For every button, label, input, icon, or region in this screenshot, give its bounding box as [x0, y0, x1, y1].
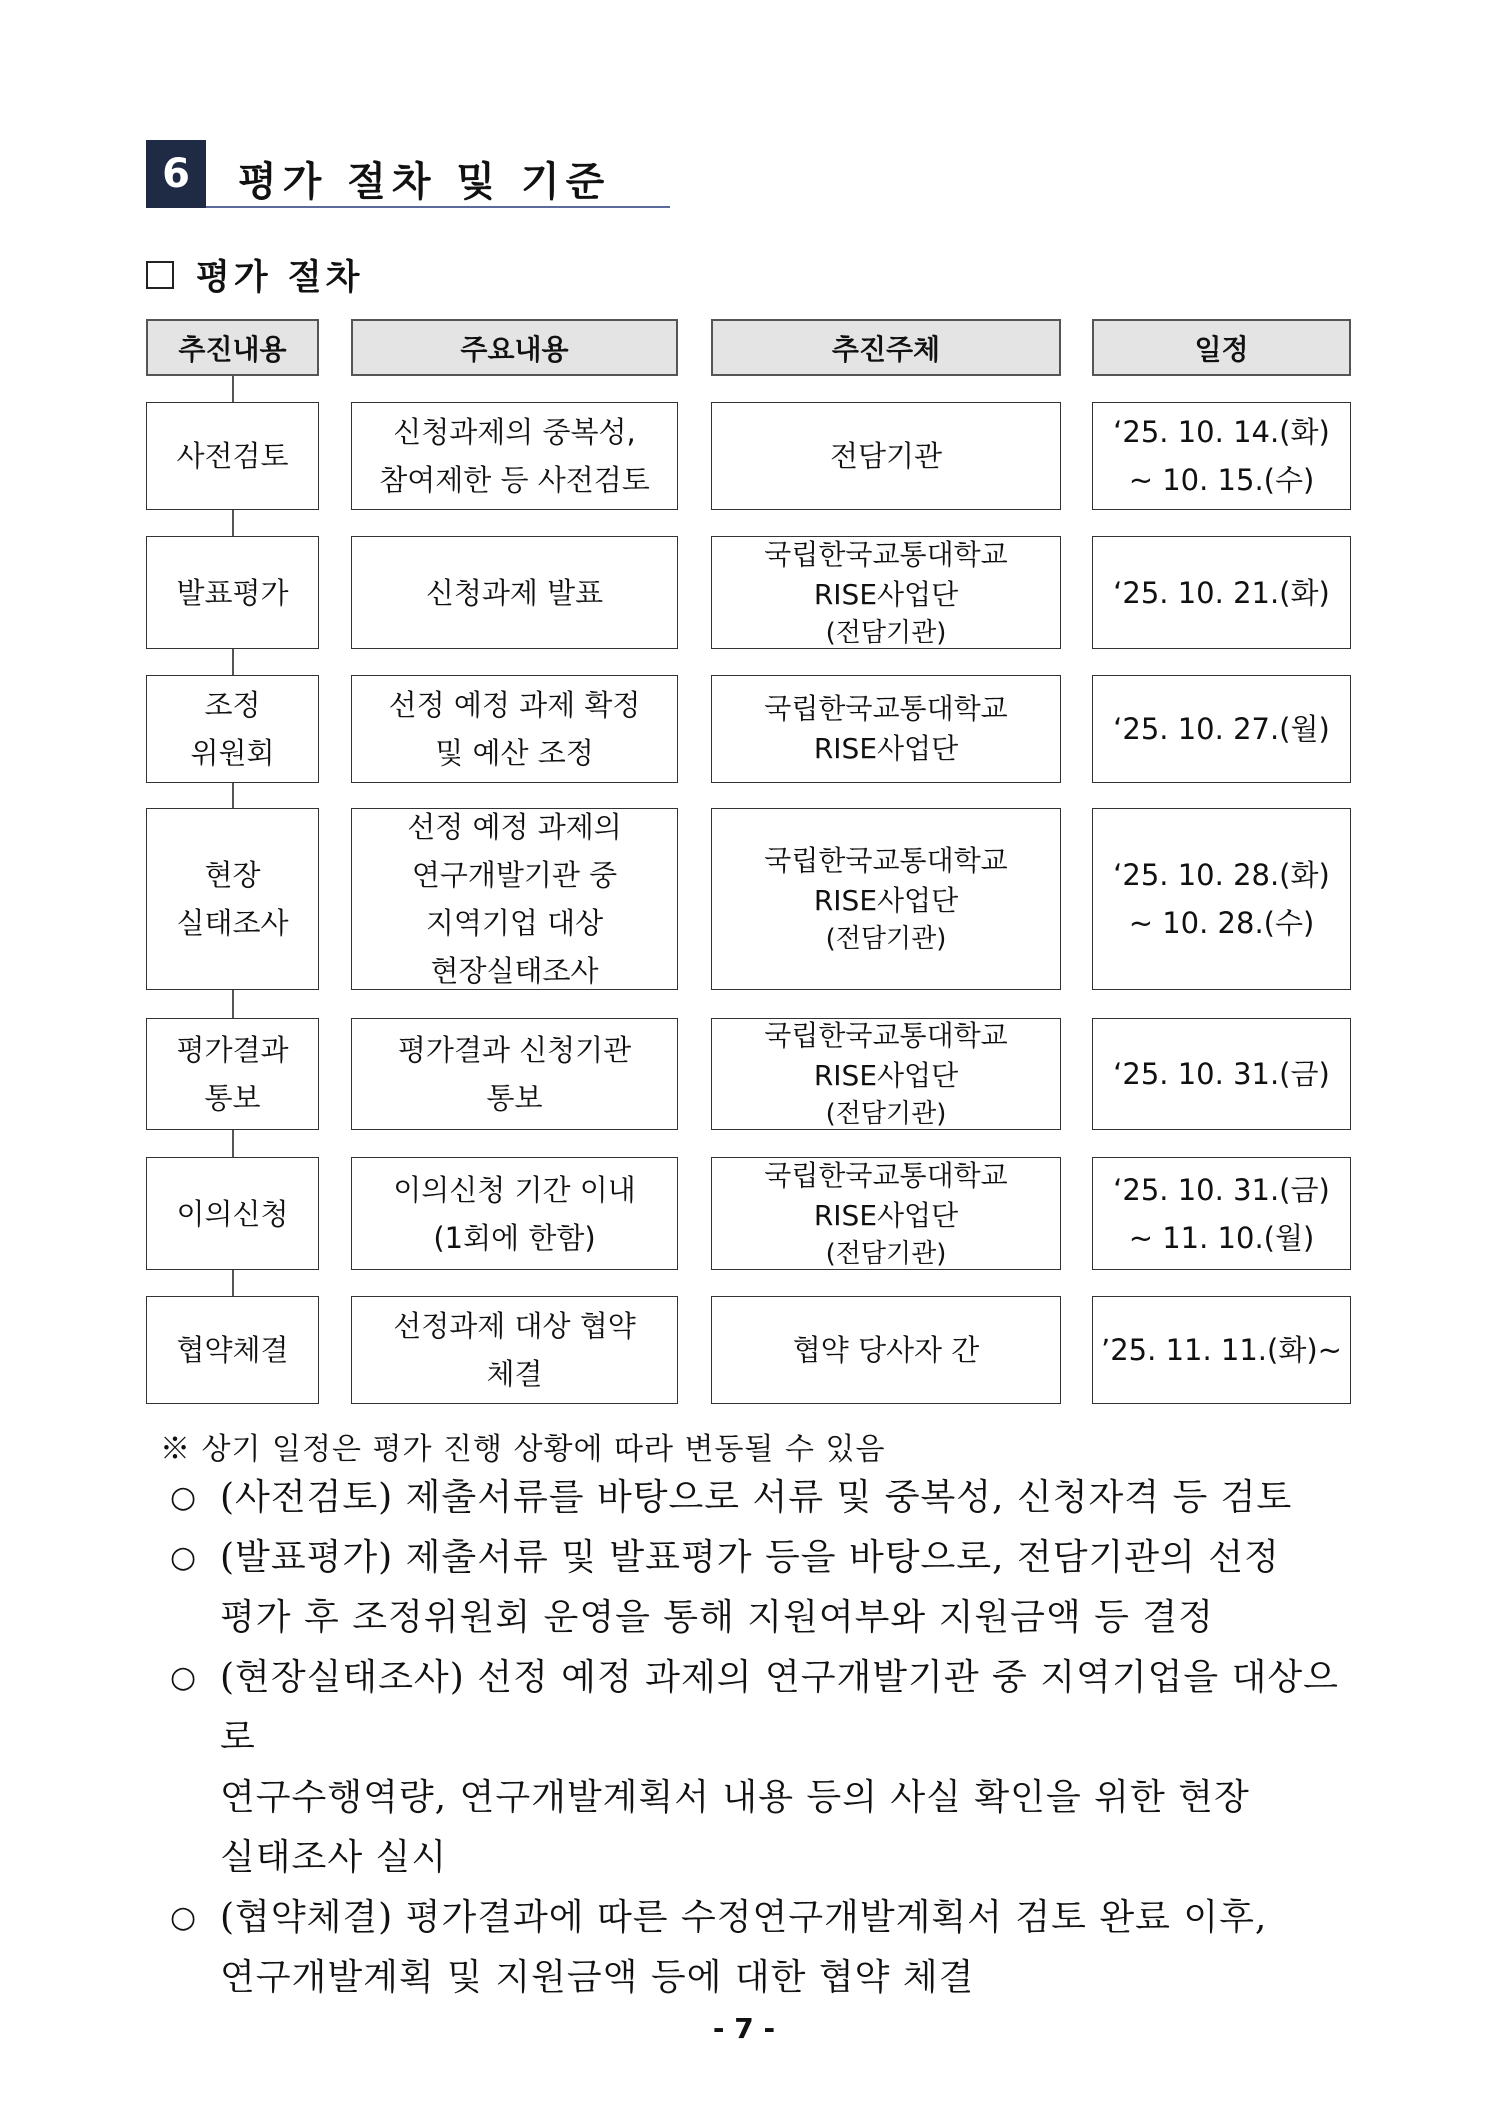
flow-connector-line [232, 376, 234, 402]
circle-bullet-icon: ○ [170, 1900, 198, 1935]
cell-line: ~ 10. 28.(수) [1128, 906, 1315, 940]
bullet-line: (사전검토) 제출서류를 바탕으로 서류 및 중복성, 신청자격 등 검토 [220, 1477, 1293, 1518]
cell-schedule [1092, 1018, 1351, 1130]
cell-line: 통보 [486, 1081, 543, 1115]
circle-bullet-icon: ○ [170, 1540, 198, 1575]
bullet-line: (협약체결) 평가결과에 따른 수정연구개발계획서 검토 완료 이후, [220, 1897, 1268, 1938]
cell-org [711, 1018, 1061, 1130]
header-schedule: 일정 [1092, 319, 1351, 376]
flow-connector-line [232, 1130, 234, 1157]
cell-org [711, 402, 1061, 510]
header-item: 추진내용 [146, 319, 319, 376]
section-number: 6 [146, 140, 206, 208]
cell-schedule [1092, 402, 1351, 510]
cell-line: ‘25. 10. 21.(화) [1113, 575, 1330, 610]
checkbox-square-icon [146, 261, 174, 289]
cell-line: 선정 예정 과제의 [407, 810, 622, 844]
cell-line: (전담기관) [825, 1238, 947, 1269]
cell-line: 통보 [204, 1081, 261, 1115]
cell-content [351, 808, 678, 990]
cell-content [351, 1157, 678, 1270]
cell-line: RISE사업단 [813, 1059, 959, 1092]
cell-line: ‘25. 10. 31.(금) [1113, 1057, 1330, 1091]
cell-line: 및 예산 조정 [435, 736, 594, 770]
bullet-line: 연구개발계획 및 지원금액 등에 대한 협약 체결 [220, 1957, 975, 1998]
bullet-line: (현장실태조사) 선정 예정 과제의 연구개발기관 중 지역기업을 대상으로 [220, 1657, 1339, 1758]
cell-line: 협약 당사자 간 [792, 1333, 980, 1367]
cell-content [351, 1018, 678, 1130]
cell-item [146, 1296, 319, 1404]
cell-org [711, 808, 1061, 990]
bullet-item [170, 1888, 1360, 2008]
cell-org [711, 675, 1061, 783]
section-underline [206, 206, 670, 208]
cell-line: ‘25. 10. 14.(화) [1113, 415, 1330, 449]
cell-line: 이의신청 기간 이내 [393, 1172, 636, 1207]
cell-line: 이의신청 [176, 1196, 289, 1231]
cell-item [146, 536, 319, 649]
cell-line: 신청과제 발표 [425, 575, 604, 610]
cell-line: 국립한국교통대학교 [764, 537, 1008, 571]
cell-schedule [1092, 1157, 1351, 1270]
cell-org [711, 1296, 1061, 1404]
flow-connector-line [232, 990, 234, 1018]
header-content: 주요내용 [351, 319, 678, 376]
cell-line: (전담기관) [825, 617, 947, 648]
cell-line: 국립한국교통대학교 [764, 1158, 1008, 1192]
cell-schedule [1092, 1296, 1351, 1404]
flow-connector-line [232, 649, 234, 675]
schedule-note: ※ 상기 일정은 평가 진행 상황에 따라 변동될 수 있음 [160, 1432, 886, 1467]
section-title: 평가 절차 및 기준 [238, 159, 611, 205]
cell-schedule [1092, 808, 1351, 990]
cell-line: 지역기업 대상 [425, 906, 604, 940]
cell-content [351, 536, 678, 649]
bullet-line: 연구수행역량, 연구개발계획서 내용 등의 사실 확인을 위한 현장 [220, 1777, 1250, 1818]
cell-line: ‘25. 10. 28.(화) [1113, 858, 1330, 892]
cell-org [711, 1157, 1061, 1270]
bullet-line: 평가 후 조정위원회 운영을 통해 지원여부와 지원금액 등 결정 [220, 1597, 1214, 1638]
cell-line: ’25. 11. 11.(화)~ [1101, 1333, 1342, 1367]
cell-line: 신청과제의 중복성, [393, 415, 636, 449]
flow-connector-line [232, 510, 234, 536]
cell-content [351, 675, 678, 783]
cell-line: 실태조사 [176, 906, 289, 940]
header-org: 추진주체 [711, 319, 1061, 376]
cell-line: RISE사업단 [813, 1198, 959, 1232]
cell-line: ~ 11. 10.(월) [1128, 1220, 1315, 1255]
criteria-list [170, 1468, 1360, 2008]
cell-line: (1회에 한함) [433, 1220, 596, 1255]
cell-item [146, 1157, 319, 1270]
bullet-item [170, 1468, 1360, 1528]
cell-line: 체결 [486, 1357, 543, 1391]
cell-line: 평가결과 신청기관 [397, 1033, 632, 1067]
flow-connector-line [232, 1270, 234, 1296]
cell-line: 위원회 [190, 736, 275, 770]
cell-line: 협약체결 [176, 1333, 289, 1367]
subsection-title: 평가 절차 [196, 258, 364, 298]
cell-line: 국립한국교통대학교 [764, 692, 1008, 725]
cell-line: 선정과제 대상 협약 [393, 1309, 636, 1343]
cell-line: RISE사업단 [813, 732, 959, 765]
cell-line: ~ 10. 15.(수) [1128, 463, 1315, 497]
cell-org [711, 536, 1061, 649]
circle-bullet-icon: ○ [170, 1480, 198, 1515]
cell-line: 국립한국교통대학교 [764, 844, 1008, 877]
cell-content [351, 1296, 678, 1404]
cell-item [146, 1018, 319, 1130]
cell-schedule [1092, 536, 1351, 649]
cell-line: 발표평가 [176, 575, 289, 610]
cell-line: 선정 예정 과제 확정 [388, 688, 641, 722]
cell-line: RISE사업단 [813, 577, 959, 611]
cell-line: (전담기관) [825, 1099, 947, 1129]
cell-line: 국립한국교통대학교 [764, 1019, 1008, 1052]
cell-line: 사전검토 [176, 439, 289, 473]
subsection-heading [146, 250, 363, 300]
cell-line: 연구개발기관 중 [411, 858, 618, 892]
bullet-line: (발표평가) 제출서류 및 발표평가 등을 바탕으로, 전담기관의 선정 [220, 1537, 1280, 1578]
cell-line: ‘25. 10. 27.(월) [1113, 712, 1330, 746]
cell-line: 현장 [204, 858, 261, 892]
cell-content [351, 402, 678, 510]
cell-item [146, 675, 319, 783]
bullet-line: 실태조사 실시 [220, 1837, 448, 1878]
cell-line: 조정 [204, 688, 261, 722]
circle-bullet-icon: ○ [170, 1660, 198, 1695]
cell-schedule [1092, 675, 1351, 783]
section-heading [146, 140, 670, 208]
cell-line: RISE사업단 [813, 884, 959, 917]
cell-item [146, 808, 319, 990]
cell-line: 현장실태조사 [430, 954, 599, 988]
cell-line: 전담기관 [829, 439, 943, 473]
cell-line: ‘25. 10. 31.(금) [1113, 1172, 1330, 1207]
page-number: - 7 - [712, 2012, 776, 2045]
cell-line: 참여제한 등 사전검토 [379, 463, 650, 497]
bullet-item [170, 1528, 1360, 1648]
cell-item [146, 402, 319, 510]
cell-line: (전담기관) [825, 924, 947, 954]
bullet-item [170, 1648, 1360, 1888]
cell-line: 평가결과 [176, 1033, 289, 1067]
flow-connector-line [232, 783, 234, 808]
